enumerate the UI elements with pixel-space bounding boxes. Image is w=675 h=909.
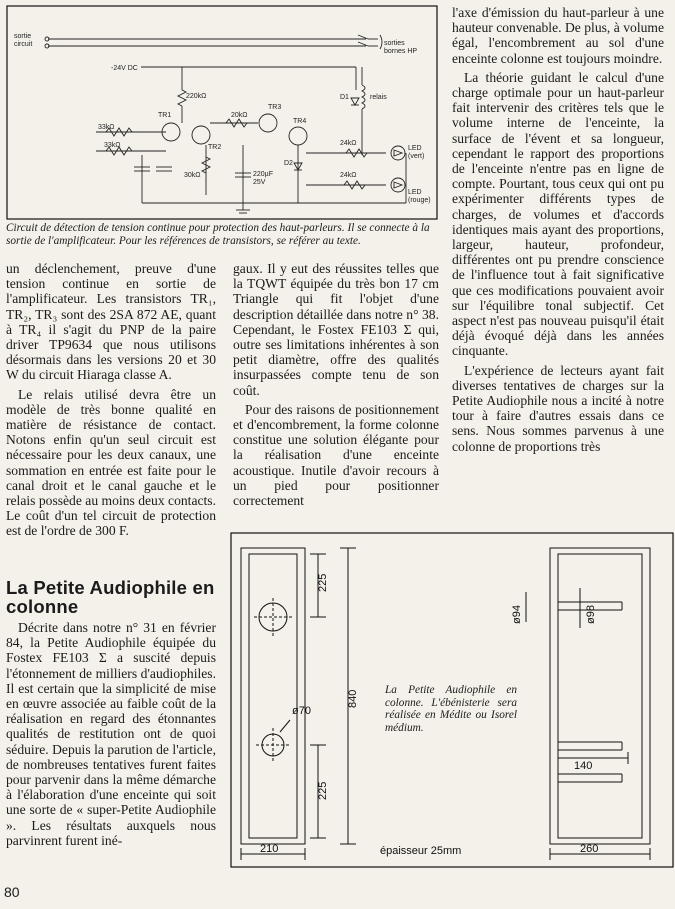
label-d1: D1 xyxy=(340,94,349,101)
dim-width: 210 xyxy=(260,843,279,855)
label-tr3: TR3 xyxy=(268,104,282,111)
label-r33k-a: 33kΩ xyxy=(98,124,115,131)
label-r30k: 30kΩ xyxy=(184,172,201,179)
dim-hole-94: ø94 xyxy=(511,605,523,624)
dim-depth: 260 xyxy=(580,843,599,855)
circuit-caption: Circuit de détection de tension continue pour protection des haut-parleurs. Il se connecte à la sortie de l'amplificateur. Pour les références de transistors, se référer au texte. xyxy=(6,222,430,247)
paragraph: l'axe d'émission du haut-parleur à une hauteur convenable. De plus, à volume égal, l'encombrement au sol d'une enceinte colonne est toujours moindre. xyxy=(452,5,664,66)
dim-height: 840 xyxy=(347,689,359,708)
label-tr4: TR4 xyxy=(293,118,307,125)
left-column-top xyxy=(6,261,216,543)
label-circuit: circuit xyxy=(14,41,33,48)
label-r24k-a: 24kΩ xyxy=(340,140,357,147)
label-r24k-b: 24kΩ xyxy=(340,172,357,179)
label-vert: (vert) xyxy=(408,153,425,160)
dim-hole-98: ø98 xyxy=(585,605,597,624)
right-column xyxy=(452,5,664,458)
dim-top-gap: 225 xyxy=(317,573,329,592)
left-column-bottom xyxy=(6,620,216,852)
dim-port: 140 xyxy=(574,760,593,772)
paragraph: L'expérience de lecteurs ayant fait diverses tentatives de charges sur la Petite Audiophile nous a incité à notre tour à faire d'autres essais dans ce sens. Nous sommes parvenus à une colonne de proportions très xyxy=(452,362,664,454)
label-r33k-b: 33kΩ xyxy=(104,142,121,149)
label-relais: relais xyxy=(370,94,387,101)
label-sortie: sortie xyxy=(14,33,32,40)
dim-hole-70: ø70 xyxy=(292,705,311,717)
label-rouge: (rouge) xyxy=(408,197,431,204)
middle-column xyxy=(233,261,439,512)
label-tr2: TR2 xyxy=(208,144,222,151)
paragraph: un déclenchement, preuve d'une tension continue en sortie de l'amplificateur. Les transistors TR₁, TR₂, TR₃ sont des 2SA 872 AE, quant à TR₄ il s'agit du PNP de la paire driver TP9634 que nous utilisons désormais dans les versions 20 et 30 W du circuit Hiaraga classe A. xyxy=(6,261,216,383)
label-tr1: TR1 xyxy=(158,112,172,119)
dim-thickness: épaisseur 25mm xyxy=(380,845,462,857)
label-r20k: 20kΩ xyxy=(231,112,248,119)
section-heading: La Petite Audiophile en colonne xyxy=(6,577,215,617)
paragraph: gaux. Il y eut des réussites telles que la TQWT équipée du très bon 17 cm Triangle qui fit l'objet d'une description détaillée dans notre n° 38. Cependant, le Fostex FE103 Σ qui, outre ses limitations inhérentes à son petit diamètre, offre des qualités insurpassées compte tenu de son coût. xyxy=(233,261,439,398)
label-cap220-v: 25V xyxy=(253,179,266,186)
label-led: LED xyxy=(408,145,422,152)
label-24v: -24V DC xyxy=(111,65,138,72)
label-r220k: 220kΩ xyxy=(186,93,207,100)
label-bornes: bornes HP xyxy=(384,48,418,55)
paragraph: La théorie guidant le calcul d'une charge optimale pour un haut-parleur fait intervenir des critères tels que le volume interne de l'enceinte, la surface de l'évent et sa longueur, cependant le rapport des proportions de l'enceinte n'entre pas en ligne de compte. Pourtant, tous ceux qui ont pu expérimenter différents types de charges, de volumes et d'accords identiques mais ayant des proportions, largeur, hauteur, profondeur, différentes ont pu prendre conscience de l'influence tout à fait significative que ces modifications pouvaient avoir sur l'équilibre tonal subjectif. Cet aspect n'est pas nouveau puisqu'il était déjà évoqué déjà dans les années cinquante. xyxy=(452,69,664,359)
paragraph: Pour des raisons de positionnement et d'encombrement, la forme colonne constitue une solution élégante pour la réalisation d'une enceinte acoustique. Inutile d'avoir recours à un pied pour positionner correctement xyxy=(233,401,439,509)
label-cap220: 220µF xyxy=(253,171,273,178)
dim-bottom-gap: 225 xyxy=(317,781,329,800)
page-number: 80 xyxy=(4,884,20,900)
circuit-diagram xyxy=(6,5,438,220)
enclosure-caption: La Petite Audiophile en colonne. L'ébénisterie sera réalisée en Médite ou Isorel médium. xyxy=(385,684,517,734)
label-sorties: sorties xyxy=(384,40,405,47)
label-led2: LED xyxy=(408,189,422,196)
label-d2: D2 xyxy=(284,160,293,167)
paragraph: Décrite dans notre n° 31 en février 84, la Petite Audiophile équipée du Fostex FE103 Σ a suscité depuis l'étonnement de milliers d'audiophiles. Il est certain que la simplicité de mise en œuvre associée au faible coût de la réalisation en regard des étonnantes qualités de restitution ont de quoi séduire. Depuis la parution de l'article, de nombreuses tentatives furent faites pour parvenir dans la même démarche à l'élaboration d'une enceinte qui soit une sorte de « super-Petite Audiophile ». Les résultats auxquels nous parvinrent furent iné- xyxy=(6,620,216,848)
paragraph: Le relais utilisé devra être un modèle de très bonne qualité en matière de résistance de contact. Notons enfin qu'un seul circuit est nécessaire pour les deux canaux, une sommation en entrée est faite pour le canal droit et le canal gauche et le relais possède au moins deux contacts. Le coût d'un tel circuit de protection est de l'ordre de 300 F. xyxy=(6,386,216,539)
